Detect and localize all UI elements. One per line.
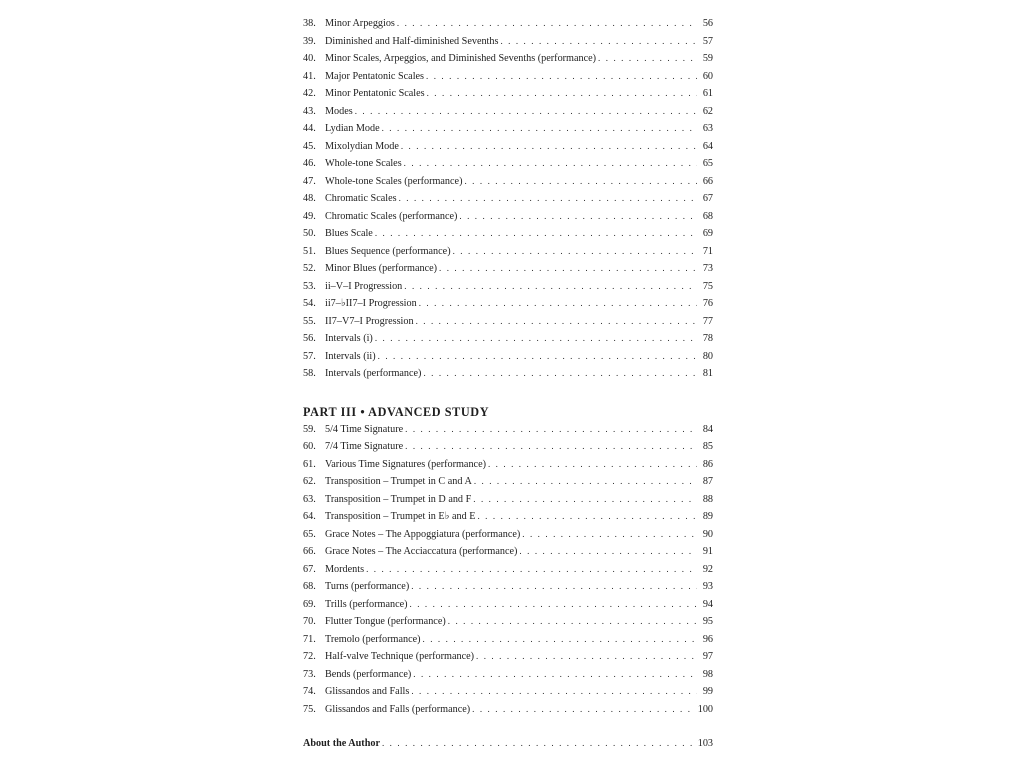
toc-entry[interactable] — [303, 631, 713, 649]
toc-entry-number: 69. — [303, 598, 316, 610]
toc-entry[interactable] — [303, 561, 713, 579]
toc-entry-title: Glissandos and Falls (performance) — [325, 703, 471, 715]
toc-entry-page: 81 — [702, 368, 713, 379]
toc-entry-page: 67 — [702, 193, 713, 204]
toc-entry-number: 70. — [303, 616, 316, 627]
toc-entry-page: 95 — [702, 616, 713, 627]
toc-entry-page: 100 — [697, 703, 713, 715]
toc-entry-title: Intervals (ii) — [325, 350, 376, 362]
toc-entry-title: Flutter Tongue (performance) — [325, 616, 446, 627]
dot-leader — [411, 578, 697, 596]
toc-entry[interactable] — [303, 421, 713, 439]
toc-entry-title: 7/4 Time Signature — [325, 441, 404, 452]
dot-leader — [401, 138, 697, 156]
toc-entry-page: 86 — [702, 458, 713, 470]
dot-leader — [500, 33, 697, 51]
toc-entry[interactable] — [303, 208, 713, 226]
dot-leader — [459, 208, 697, 226]
toc-entry-number: 49. — [303, 210, 316, 222]
toc-entry-page: 92 — [702, 563, 713, 575]
toc-entry-title: 5/4 Time Signature — [325, 423, 404, 435]
toc-entry-number: 40. — [303, 53, 316, 64]
dot-leader — [474, 473, 697, 491]
toc-entry-page: 93 — [702, 581, 713, 592]
toc-entry[interactable] — [303, 348, 713, 366]
dot-leader — [519, 543, 697, 561]
toc-entry-title: Minor Scales, Arpeggios, and Diminished Sevenths (performance) — [325, 53, 597, 64]
toc-entry-number: 50. — [303, 228, 316, 239]
dot-leader — [472, 701, 696, 719]
toc-entry-title: Various Time Signatures (performance) — [325, 458, 486, 470]
toc-entry[interactable] — [303, 190, 713, 208]
dot-leader — [426, 68, 697, 86]
dot-leader — [405, 421, 697, 439]
toc-entry-title: Lydian Mode — [325, 123, 380, 134]
toc-entry-page: 57 — [702, 35, 713, 47]
toc-entry-number: 42. — [303, 88, 316, 99]
toc-entry-title: Minor Pentatonic Scales — [325, 88, 425, 99]
toc-entry-number: 65. — [303, 528, 316, 540]
toc-entry-title: Whole-tone Scales (performance) — [325, 175, 463, 187]
toc-entry-page: 90 — [702, 528, 713, 540]
toc-entry-page: 60 — [702, 70, 713, 82]
toc-entry-number: 61. — [303, 458, 316, 470]
part-3-heading: PART III • ADVANCED STUDY — [303, 404, 490, 419]
toc-entry[interactable] — [303, 85, 713, 103]
toc-entry-page: 84 — [702, 423, 713, 435]
toc-entry-number: 41. — [303, 70, 316, 82]
toc-entry-number: 75. — [303, 703, 316, 715]
toc-entry[interactable] — [303, 295, 713, 313]
dot-leader — [413, 666, 697, 684]
toc-entry-title: Transposition – Trumpet in D and F — [325, 493, 472, 505]
toc-entry[interactable] — [303, 613, 713, 631]
toc-entry[interactable] — [303, 260, 713, 278]
table-of-contents — [303, 15, 713, 753]
toc-list-part-2 — [303, 15, 713, 383]
toc-entry-title: Grace Notes – The Acciaccatura (performance) — [325, 546, 518, 557]
dot-leader — [404, 155, 697, 173]
toc-entry[interactable] — [303, 243, 713, 261]
toc-entry[interactable] — [303, 543, 713, 561]
toc-entry-number: 48. — [303, 193, 316, 204]
toc-entry[interactable] — [303, 313, 713, 331]
toc-entry-number: 60. — [303, 441, 316, 452]
toc-entry[interactable] — [303, 103, 713, 121]
toc-entry[interactable] — [303, 50, 713, 68]
toc-entry-page: 75 — [702, 280, 713, 292]
dot-leader — [522, 526, 697, 544]
toc-entry-page: 62 — [702, 105, 713, 117]
toc-entry-title: Blues Scale — [325, 228, 373, 239]
toc-entry-title: Intervals (performance) — [325, 368, 422, 379]
toc-entry[interactable] — [303, 526, 713, 544]
toc-entry[interactable] — [303, 491, 713, 509]
toc-entry-title: Half-valve Technique (performance) — [325, 651, 475, 662]
toc-entry-title: Modes — [325, 105, 353, 117]
dot-leader — [419, 295, 697, 313]
toc-entry-page: 73 — [702, 263, 713, 274]
toc-entry-number: 56. — [303, 333, 316, 344]
toc-entry-number: 66. — [303, 546, 316, 557]
toc-entry-title: Tremolo (performance) — [325, 633, 421, 645]
toc-entry-page: 98 — [702, 668, 713, 680]
toc-entry-page: 89 — [702, 511, 713, 522]
toc-entry-page: 78 — [702, 333, 713, 344]
toc-entry-page: 64 — [702, 140, 713, 152]
toc-entry-title: Diminished and Half-diminished Sevenths — [325, 35, 499, 47]
toc-entry-title: Mixolydian Mode — [325, 140, 399, 152]
toc-entry-page: 71 — [702, 245, 713, 257]
toc-entry[interactable] — [303, 456, 713, 474]
toc-entry-number: 52. — [303, 263, 316, 274]
dot-leader — [375, 330, 697, 348]
toc-entry-about-author[interactable] — [303, 735, 713, 753]
toc-list-part-3 — [303, 421, 713, 719]
toc-entry-number: 63. — [303, 493, 316, 505]
toc-entry-page: 66 — [702, 175, 713, 187]
toc-entry-number: 68. — [303, 581, 316, 592]
toc-entry-page: 96 — [702, 633, 713, 645]
toc-entry-number: 47. — [303, 175, 316, 187]
dot-leader — [448, 613, 697, 631]
dot-leader — [382, 735, 696, 753]
toc-entry[interactable] — [303, 330, 713, 348]
toc-entry-number: 44. — [303, 123, 316, 134]
toc-entry-title: Blues Sequence (performance) — [325, 245, 451, 257]
toc-entry-title: Minor Arpeggios — [325, 18, 395, 29]
toc-entry-number: 39. — [303, 35, 316, 47]
toc-entry-page: 94 — [702, 598, 713, 610]
dot-leader — [355, 103, 697, 121]
toc-entry-title: Whole-tone Scales — [325, 158, 402, 169]
dot-leader — [476, 648, 697, 666]
toc-entry-number: 64. — [303, 511, 316, 522]
toc-entry-title: Minor Blues (performance) — [325, 263, 438, 274]
dot-leader — [423, 631, 697, 649]
toc-entry-title: Glissandos and Falls — [325, 686, 410, 697]
toc-entry-number: 72. — [303, 651, 316, 662]
toc-entry[interactable] — [303, 15, 713, 33]
dot-leader — [464, 173, 697, 191]
toc-entry[interactable] — [303, 648, 713, 666]
toc-entry-number: 71. — [303, 633, 316, 645]
toc-entry[interactable] — [303, 68, 713, 86]
toc-entry-title: Mordents — [325, 563, 365, 575]
toc-entry-title: Turns (performance) — [325, 581, 410, 592]
toc-entry-page: 80 — [702, 350, 713, 362]
toc-entry-number: 62. — [303, 476, 316, 487]
toc-entry-number: 38. — [303, 18, 316, 29]
toc-entry[interactable] — [303, 225, 713, 243]
dot-leader — [366, 561, 697, 579]
toc-entry[interactable] — [303, 138, 713, 156]
dot-leader — [410, 596, 697, 614]
dot-leader — [453, 243, 697, 261]
toc-entry-title: Trills (performance) — [325, 598, 408, 610]
toc-entry[interactable] — [303, 666, 713, 684]
toc-entry-page: 76 — [702, 298, 713, 309]
toc-entry-title: Chromatic Scales — [325, 193, 397, 204]
toc-entry-page: 87 — [702, 476, 713, 487]
toc-entry-page: 69 — [702, 228, 713, 239]
toc-entry-number: 57. — [303, 350, 316, 362]
dot-leader — [399, 190, 697, 208]
dot-leader — [375, 225, 697, 243]
toc-entry-page: 103 — [697, 738, 713, 749]
toc-entry[interactable] — [303, 578, 713, 596]
toc-entry-page: 61 — [702, 88, 713, 99]
toc-entry-page: 99 — [702, 686, 713, 697]
toc-entry-title: Bends (performance) — [325, 668, 412, 680]
dot-leader — [427, 85, 697, 103]
toc-entry-title: Transposition – Trumpet in E♭ and E — [325, 511, 476, 522]
toc-entry[interactable] — [303, 33, 713, 51]
toc-entry-page: 65 — [702, 158, 713, 169]
toc-entry[interactable] — [303, 683, 713, 701]
toc-entry-number: 73. — [303, 668, 316, 680]
toc-entry-number: 43. — [303, 105, 316, 117]
toc-entry-title: ii7–♭II7–I Progression — [325, 298, 417, 309]
toc-entry-title: Transposition – Trumpet in C and A — [325, 476, 472, 487]
toc-entry[interactable] — [303, 173, 713, 191]
toc-entry-number: 59. — [303, 423, 316, 435]
toc-entry[interactable] — [303, 278, 713, 296]
toc-entry-page: 77 — [702, 315, 713, 327]
toc-entry-page: 63 — [702, 123, 713, 134]
toc-entry[interactable] — [303, 155, 713, 173]
dot-leader — [411, 683, 697, 701]
dot-leader — [598, 50, 697, 68]
dot-leader — [397, 15, 697, 33]
toc-entry-title: Major Pentatonic Scales — [325, 70, 425, 82]
toc-entry[interactable] — [303, 473, 713, 491]
toc-entry[interactable] — [303, 596, 713, 614]
toc-entry-number: 58. — [303, 368, 316, 379]
toc-entry-title: Grace Notes – The Appoggiatura (performance) — [325, 528, 521, 540]
dot-leader — [439, 260, 697, 278]
toc-entry-page: 97 — [702, 651, 713, 662]
dot-leader — [488, 456, 697, 474]
toc-entry-page: 56 — [702, 18, 713, 29]
toc-entry-page: 91 — [702, 546, 713, 557]
toc-entry-page: 68 — [702, 210, 713, 222]
toc-entry[interactable] — [303, 508, 713, 526]
toc-entry-number: 67. — [303, 563, 316, 575]
toc-entry-page: 88 — [702, 493, 713, 505]
dot-leader — [405, 438, 697, 456]
dot-leader — [378, 348, 697, 366]
toc-entry-number: 54. — [303, 298, 316, 309]
toc-entry-number: 46. — [303, 158, 316, 169]
dot-leader — [423, 365, 697, 383]
dot-leader — [473, 491, 697, 509]
toc-entry-title: Intervals (i) — [325, 333, 373, 344]
toc-entry-number: 45. — [303, 140, 316, 152]
toc-entry-title: Chromatic Scales (performance) — [325, 210, 458, 222]
toc-entry-number: 55. — [303, 315, 316, 327]
dot-leader — [404, 278, 697, 296]
toc-entry-page: 85 — [702, 441, 713, 452]
toc-entry-title: ii–V–I Progression — [325, 280, 403, 292]
toc-entry-number: 51. — [303, 245, 316, 257]
dot-leader — [477, 508, 697, 526]
toc-entry-title: II7–V7–I Progression — [325, 315, 414, 327]
toc-entry-number: 53. — [303, 280, 316, 292]
toc-entry[interactable] — [303, 438, 713, 456]
toc-entry[interactable] — [303, 120, 713, 138]
toc-entry[interactable] — [303, 701, 713, 719]
toc-entry-page: 59 — [702, 53, 713, 64]
toc-entry-number: 74. — [303, 686, 316, 697]
toc-entry[interactable] — [303, 365, 713, 383]
dot-leader — [382, 120, 697, 138]
dot-leader — [416, 313, 697, 331]
toc-entry-title: About the Author — [303, 738, 380, 749]
